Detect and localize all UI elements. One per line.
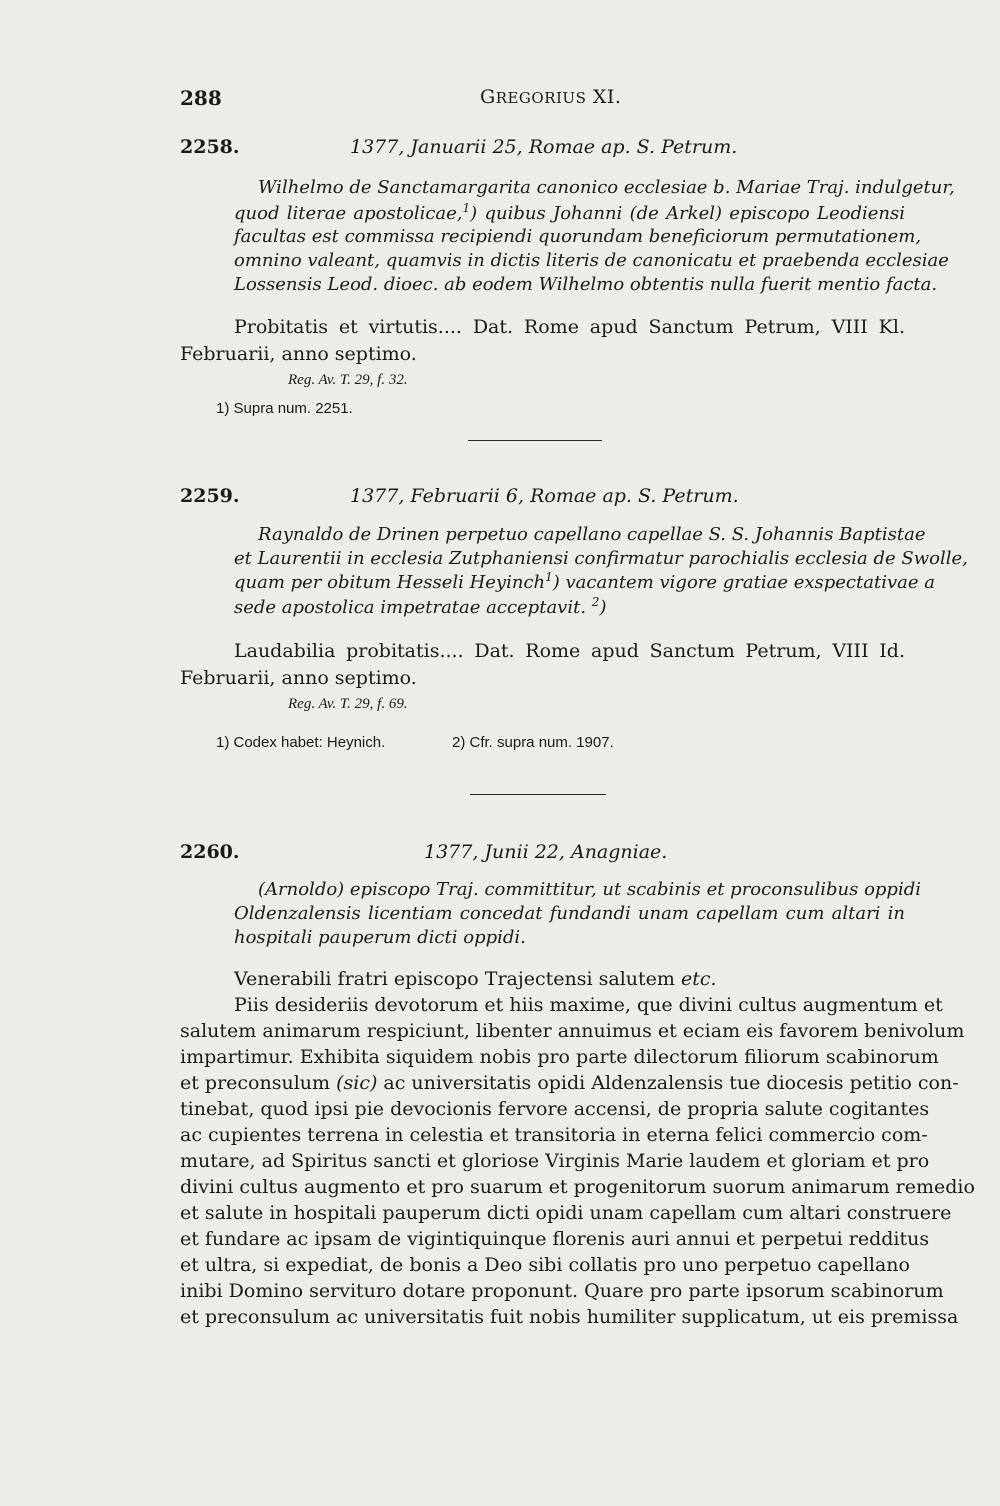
summary-line: omnino valeant, quamvis in dictis literis de canonicatu et praebenda ecclesiae xyxy=(234,250,949,271)
summary-line xyxy=(234,203,905,224)
body-line: tinebat, quod ipsi pie devocionis fervore accensi, de propria salute cogitantes xyxy=(180,1098,930,1120)
body-line: et preconsulum ac universitatis fuit nobis humiliter supplicatum, ut eis premissa xyxy=(180,1306,959,1328)
body-line: et ultra, si expediat, de bonis a Deo sibi collatis pro uno perpetuo capellano xyxy=(180,1254,910,1276)
text-line: Februarii, anno septimo. xyxy=(180,667,417,689)
footnote: 1) Codex habet: Heynich. xyxy=(216,734,386,751)
entry-heading: 1377, Februarii 6, Romae ap. S. Petrum. xyxy=(350,485,739,507)
summary-line: (Arnoldo) episcopo Traj. committitur, ut scabinis et proconsulibus oppidi xyxy=(258,879,921,900)
entry-divider xyxy=(468,440,602,441)
body-line xyxy=(180,1072,959,1094)
summary-line: Oldenzalensis licentiam concedat fundandi unam capellam cum altari in xyxy=(234,903,905,924)
summary-line: facultas est commissa recipiendi quorundam beneficiorum permutationem, xyxy=(234,226,922,247)
body-line: mutare, ad Spiritus sancti et gloriose Virginis Marie laudem et gloriam et pro xyxy=(180,1150,930,1172)
footnote: 1) Supra num. 2251. xyxy=(216,400,353,417)
body-line: Piis desideriis devotorum et hiis maxime, que divini cultus augmentum et xyxy=(234,994,943,1016)
body-text: et preconsulum xyxy=(180,1072,331,1094)
body-line: impartimur. Exhibita siquidem nobis pro parte dilectorum filiorum scabinorum xyxy=(180,1046,939,1068)
entry-number: 2259. xyxy=(180,485,240,507)
running-head-tail: XI. xyxy=(586,86,622,108)
salutation-text: Venerabili fratri episcopo Trajectensi salutem xyxy=(234,968,675,990)
body-text: ac universitatis opidi Aldenzalensis tue diocesis petitio con- xyxy=(383,1072,959,1094)
salutation xyxy=(234,968,717,990)
page-number: 288 xyxy=(180,86,222,110)
body-line: et salute in hospitali pauperum dicti opidi unam capellam cum altari construere xyxy=(180,1202,952,1224)
body-line: salutem animarum respiciunt, libenter annuimus et eciam eis favorem benivolum xyxy=(180,1020,965,1042)
register-reference: Reg. Av. T. 29, f. 32. xyxy=(288,372,408,388)
summary-text: ) quibus Johanni (de Arkel) episcopo Leodiensi xyxy=(470,203,905,224)
running-head-initial: G xyxy=(480,86,496,108)
entry-divider xyxy=(470,794,606,795)
summary-line: hospitali pauperum dicti oppidi. xyxy=(234,927,526,948)
text-line: Februarii, anno septimo. xyxy=(180,343,417,365)
body-line: ac cupientes terrena in celestia et transitoria in eterna felici commercio com- xyxy=(180,1124,928,1146)
summary-line: Raynaldo de Drinen perpetuo capellano capellae S. S. Johannis Baptistae xyxy=(258,524,926,545)
footnote: 2) Cfr. supra num. 1907. xyxy=(452,734,614,751)
sic-note: (sic) xyxy=(330,1072,384,1094)
summary-line: Wilhelmo de Sanctamargarita canonico ecclesiae b. Mariae Traj. indulgetur, xyxy=(258,177,955,198)
entry-number: 2260. xyxy=(180,841,240,863)
body-line: et fundare ac ipsam de vigintiquinque florenis auri annui et perpetui redditus xyxy=(180,1228,930,1250)
running-head-smallcaps: REGORIUS xyxy=(495,89,587,107)
summary-text: quod literae apostolicae, xyxy=(234,203,463,224)
register-reference: Reg. Av. T. 29, f. 69. xyxy=(288,696,408,712)
summary-line: Lossensis Leod. dioec. ab eodem Wilhelmo obtentis nulla fuerit mentio facta. xyxy=(234,274,938,295)
summary-line xyxy=(234,570,935,593)
text-line: Probitatis et virtutis.... Dat. Rome apud Sanctum Petrum, VIII Kl. xyxy=(234,316,905,338)
summary-text: ) xyxy=(599,597,607,618)
footnote-marker: 1 xyxy=(545,570,553,584)
summary-text: sede apostolica impetratae acceptavit. xyxy=(234,597,587,618)
entry-heading: 1377, Januarii 25, Romae ap. S. Petrum. xyxy=(350,136,738,158)
summary-line: et Laurentii in ecclesia Zutphaniensi confirmatur parochialis ecclesia de Swolle, xyxy=(234,548,968,569)
entry-number: 2258. xyxy=(180,136,240,158)
summary-line xyxy=(234,597,905,618)
entry-heading: 1377, Junii 22, Anagniae. xyxy=(424,841,668,863)
footnote-marker: 2 xyxy=(591,595,600,609)
footnote-marker: 1 xyxy=(462,201,471,215)
summary-text: quam per obitum Hesseli Heyinch xyxy=(234,572,546,593)
salutation-etc: etc. xyxy=(674,968,717,990)
body-line: divini cultus augmento et pro suarum et progenitorum suorum animarum remedio xyxy=(180,1176,975,1198)
summary-text: ) vacantem vigore gratiae exspectativae a xyxy=(552,572,935,593)
body-line: inibi Domino servituro dotare proponunt. Quare pro parte ipsorum scabinorum xyxy=(180,1280,944,1302)
text-line: Laudabilia probitatis.... Dat. Rome apud Sanctum Petrum, VIII Id. xyxy=(234,640,905,662)
running-head xyxy=(480,86,621,108)
